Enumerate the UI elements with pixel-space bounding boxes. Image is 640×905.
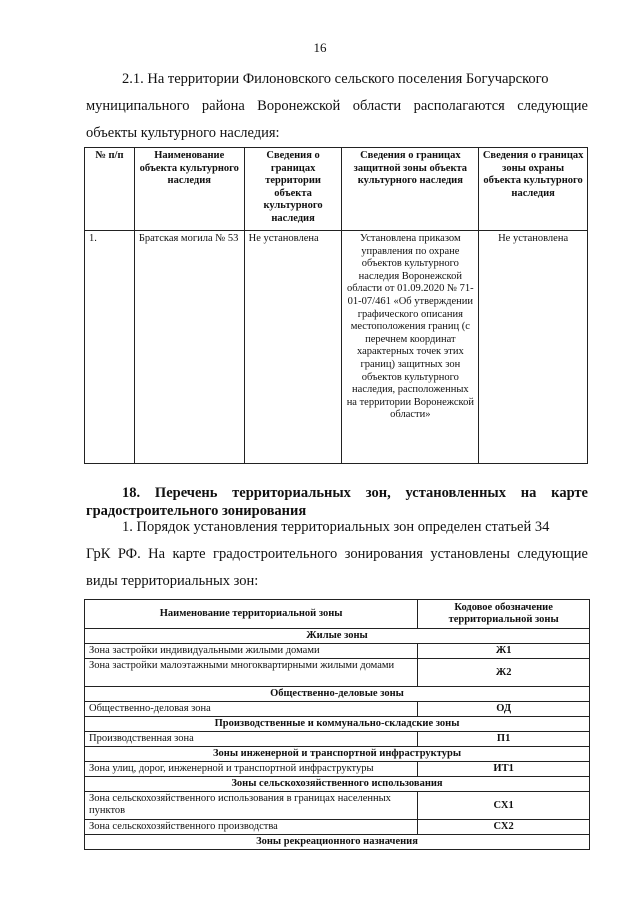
col-header-guard-zone: Сведения о границах зоны охраны объекта культурного наследия [479,148,588,231]
col-header-territory: Сведения о границах территории объекта культурного наследия [244,148,342,231]
zone-code: Ж2 [418,659,590,687]
table-row [85,732,590,747]
col-header-num: № п/п [85,148,135,231]
zone-group-row [85,717,590,732]
section-18-line-2: ГрК РФ. На карте градостроительного зонирования установлены следующие [86,546,588,562]
col-header-name: Наименование объекта культурного наследия [134,148,244,231]
section-18-line-3: виды территориальных зон: [86,573,259,589]
zone-group-title: Общественно-деловые зоны [85,687,590,702]
table-row [85,644,590,659]
zone-name: Зона сельскохозяйственного использования в границах населенных пунктов [85,792,418,820]
zone-group-title: Производственные и коммунально-складские зоны [85,717,590,732]
zone-name: Зона застройки индивидуальными жилыми домами [85,644,418,659]
table-row [85,762,590,777]
zones-table-header [85,600,590,629]
zone-code: П1 [418,732,590,747]
zone-code: ОД [418,702,590,717]
zone-name: Производственная зона [85,732,418,747]
section-18-title: 18. Перечень территориальных зон, установленных на карте градостроительного зонирования [86,485,588,519]
zone-group-title: Жилые зоны [85,629,590,644]
intro-line-1: 2.1. На территории Филоновского сельского поселения Богучарского [122,71,549,87]
zones-table [84,599,590,850]
zone-name: Зона сельскохозяйственного производства [85,820,418,835]
table-row [85,792,590,820]
section-18-paragraph [86,514,588,595]
col-header-protective-zone: Сведения о границах защитной зоны объекта культурного наследия [342,148,479,231]
col-header-zone-name: Наименование территориальной зоны [85,600,418,629]
zone-group-row [85,777,590,792]
zone-code: СХ2 [418,820,590,835]
zone-group-title: Зоны сельскохозяйственного использования [85,777,590,792]
zone-group-title: Зоны рекреационного назначения [85,835,590,850]
cell-num: 1. [85,231,135,464]
zone-name: Зона застройки малоэтажными многоквартирными жилыми домами [85,659,418,687]
cell-guard-zone: Не установлена [479,231,588,464]
heritage-table [84,147,588,464]
zone-code: ИТ1 [418,762,590,777]
heritage-table-header [85,148,588,231]
zone-group-title: Зоны инженерной и транспортной инфраструктуры [85,747,590,762]
table-row [85,231,588,464]
col-header-zone-code: Кодовое обозначение территориальной зоны [418,600,590,629]
table-row [85,659,590,687]
section-18-line-1: 1. Порядок установления территориальных зон определен статьей 34 [122,519,550,535]
intro-paragraph [86,66,588,147]
intro-line-3: объекты культурного наследия: [86,125,280,141]
intro-line-2: муниципального района Воронежской области располагаются следующие [86,98,588,114]
page-number: 16 [313,40,327,55]
cell-name: Братская могила № 53 [134,231,244,464]
zone-group-row [85,629,590,644]
zone-name: Общественно-деловая зона [85,702,418,717]
zone-code: Ж1 [418,644,590,659]
cell-protective-zone: Установлена приказом управления по охране объектов культурного наследия Воронежской области от 01.09.2020 № 71-01-07/461 «Об утверждении графического описания местоположения границ (с перечнем координат характерных точек этих границ) защитных зон объектов культурного наследия, расположенных на территории Воронежской области» [342,231,479,464]
zone-group-row [85,747,590,762]
zone-code: СХ1 [418,792,590,820]
zone-group-row [85,687,590,702]
table-row [85,702,590,717]
table-row [85,820,590,835]
zone-name: Зона улиц, дорог, инженерной и транспортной инфраструктуры [85,762,418,777]
cell-territory: Не установлена [244,231,342,464]
zone-group-row [85,835,590,850]
